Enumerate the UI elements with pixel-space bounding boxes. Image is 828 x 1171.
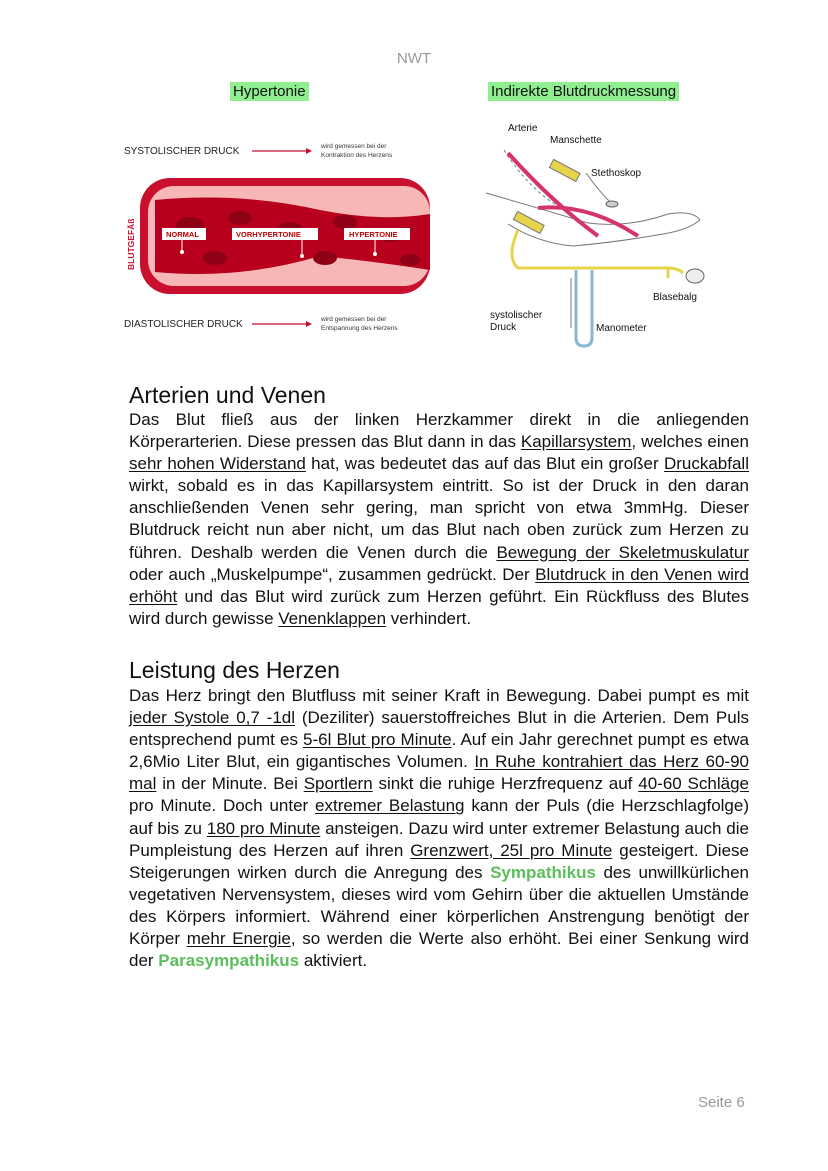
label-normal: NORMAL [166, 230, 199, 239]
vessel-label: BLUTGEFÄß [126, 218, 136, 270]
label-hypertonie: HYPERTONIE [349, 230, 398, 239]
page-number: Seite 6 [698, 1094, 745, 1111]
svg-text:Entspannung des Herzens: Entspannung des Herzens [321, 325, 398, 332]
blutdruckmessung-diagram [478, 118, 718, 353]
label-blasebalg: Blasebalg [653, 292, 697, 303]
systolic-label: SYSTOLISCHER DRUCK [124, 146, 240, 157]
paragraph-leistung-herzen: Das Herz bringt den Blutfluss mit seiner Kraft in Bewegung. Dabei pumpt es mit jeder Systole 0,7 -1dl (Deziliter) sauerstoffreiches Blut in die Arterien. Dem Puls entsprechend pumt es 5-6l Blut pro Minute. Auf ein Jahr gerechnet pumpt es etwa 2,6Mio Liter Blut, ein gigantisches Volumen. In Ruhe kontrahiert das Herz 60-90 mal in der Minute. Bei Sportlern sinkt die ruhige Herzfrequenz auf 40-60 Schläge pro Minute. Doch unter extremer Belastung kann der Puls (die Herzschlagfolge) auf bis zu 180 pro Minute ansteigen. Dazu wird unter extremer Belastung auch die Pumpleistung des Herzen auf ihren Grenzwert, 25l pro Minute gesteigert. Diese Steigerungen wirken durch die Anregung des Sympathikus des unwillkürlichen vegetativen Nervensystem, dieses wird vom Gehirn über die aktuellen Umstände des Körpers informiert. Während einer körperlichen Anstrengung benötigt der Körper mehr Energie, so werden die Werte also erhöht. Bei einer Senkung wird der Parasympathikus aktiviert. [129, 686, 750, 971]
label-systolischer: systolischer [490, 310, 543, 321]
label-vorhypertonie: VORHYPERTONIE [236, 230, 301, 239]
label-arterie: Arterie [508, 123, 538, 134]
hypertonie-diagram [120, 130, 440, 340]
svg-text:wird gemessen bei der: wird gemessen bei der [321, 143, 387, 150]
figure-title-messung: Indirekte Blutdruckmessung [488, 82, 679, 101]
heading-arterien-venen: Arterien und Venen [129, 382, 326, 408]
label-manometer: Manometer [596, 323, 647, 334]
label-manschette: Manschette [550, 135, 602, 146]
label-druck: Druck [490, 322, 517, 333]
page-header: NWT [396, 50, 432, 67]
figure-title-hypertonie: Hypertonie [230, 82, 309, 101]
heading-leistung-herzen: Leistung des Herzen [129, 657, 340, 683]
diastolic-label: DIASTOLISCHER DRUCK [124, 319, 243, 330]
paragraph-arterien-venen: Das Blut fließ aus der linken Herzkammer direkt in die anliegenden Körperarterien. Diese pressen das Blut dann in das Kapillarsystem, welches einen sehr hohen Widerstand hat, was bedeutet das auf das Blut ein großer Druckabfall wirkt, sobald es in das Kapillarsystem eintritt. So ist der Druck in den daran anschließenden Venen sehr gering, man spricht von etwa 3mmHg. Dieser Blutdruck reicht nun aber nicht, um das Blut nach oben zurück zum Herzen zu führen. Deshalb werden die Venen durch die Bewegung der Skeletmuskulatur oder auch „Muskelpumpe“, zusammen gedrückt. Der Blutdruck in den Venen wird erhöht und das Blut wird zurück zum Herzen geführt. Ein Rückfluss des Blutes wird durch gewisse Venenklappen verhindert. [129, 410, 750, 628]
svg-text:wird gemessen bei der: wird gemessen bei der [321, 316, 387, 323]
term-parasympathikus: Parasympathikus [158, 951, 300, 971]
term-sympathikus: Sympathikus [490, 862, 596, 882]
svg-text:Kontraktion des Herzens: Kontraktion des Herzens [321, 152, 393, 159]
label-stethoskop: Stethoskop [591, 168, 642, 179]
